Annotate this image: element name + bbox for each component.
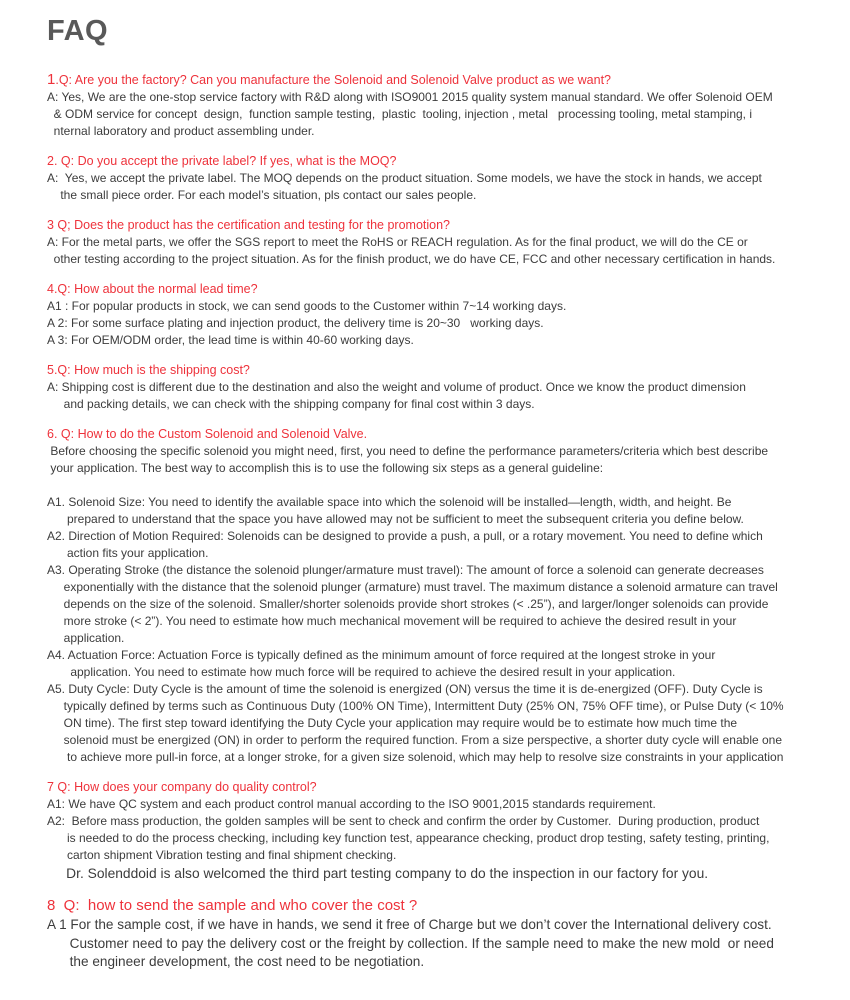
faq-question: 1.Q: Are you the factory? Can you manufacture the Solenoid and Solenoid Valve product as we want? xyxy=(47,71,612,88)
faq-answer-line: application. xyxy=(47,631,125,645)
faq-answer-line: application. You need to estimate how much force will be required to achieve the desired result in your application. xyxy=(47,665,676,679)
faq-answer-line: Before choosing the specific solenoid you might need, first, you need to define the performance parameters/criteria which best describe xyxy=(47,444,769,458)
faq-answer-line: Dr. Solenddoid is also welcomed the third part testing company to do the inspection in our factory for you. xyxy=(47,866,709,881)
faq-item xyxy=(47,281,840,349)
faq-question: 5.Q: How much is the shipping cost? xyxy=(47,363,250,377)
faq-answer-line: A5. Duty Cycle: Duty Cycle is the amount of time the solenoid is energized (ON) versus the time it is de-energized (OFF). Duty Cycle is xyxy=(47,682,763,696)
faq-question: 2. Q: Do you accept the private label? If yes, what is the MOQ? xyxy=(47,154,397,168)
faq-answer-line: and packing details, we can check with the shipping company for final cost within 3 days. xyxy=(47,397,535,411)
faq-item xyxy=(47,217,840,268)
faq-question-number: 1 xyxy=(47,71,56,88)
faq-question: 7 Q: How does your company do quality control? xyxy=(47,780,317,794)
faq-answer-line: the small piece order. For each model’s situation, pls contact our sales people. xyxy=(47,188,477,202)
faq-answer-blank-line xyxy=(47,477,840,494)
faq-answer-line: A1. Solenoid Size: You need to identify the available space into which the solenoid will be installed—length, width, and height. Be xyxy=(47,495,732,509)
faq-question: 4.Q: How about the normal lead time? xyxy=(47,282,258,296)
faq-answer-line: other testing according to the project situation. As for the finish product, we do have CE, FCC and other necessary certification in hands. xyxy=(47,252,776,266)
faq-answer-line: A 3: For OEM/ODM order, the lead time is within 40-60 working days. xyxy=(47,333,414,347)
faq-answer-line: A4. Actuation Force: Actuation Force is typically defined as the minimum amount of force required at the longest stroke in your xyxy=(47,648,716,662)
faq-question: 6. Q: How to do the Custom Solenoid and Solenoid Valve. xyxy=(47,427,368,441)
faq-answer-line: nternal laboratory and product assembling under. xyxy=(47,124,315,138)
faq-answer-line: depends on the size of the solenoid. Smaller/shorter solenoids provide short strokes (< .25”), and larger/longer solenoids can provide xyxy=(47,597,769,611)
faq-answer-line: A 1 For the sample cost, if we have in hands, we send it free of Charge but we don’t cover the International delivery cost. xyxy=(47,917,772,932)
faq-answer-line: A2. Direction of Motion Required: Solenoids can be designed to provide a push, a pull, or a rotary movement. You need to define which xyxy=(47,529,763,543)
faq-question: 8 Q: how to send the sample and who cover the cost ? xyxy=(47,897,418,914)
faq-answer-line: typically defined by terms such as Continuous Duty (100% ON Time), Intermittent Duty (25% ON, 75% OFF time), or Pulse Duty (< 10% xyxy=(47,699,784,713)
faq-answer-line: A: Yes, We are the one-stop service factory with R&D along with ISO9001 2015 quality system manual standard. We offer Solenoid OEM xyxy=(47,90,773,104)
faq-answer-line: A: Yes, we accept the private label. The MOQ depends on the product situation. Some models, we have the stock in hands, we accept xyxy=(47,171,762,185)
faq-answer-line: more stroke (< 2”). You need to estimate how much mechanical movement will be required to achieve the desired result in your xyxy=(47,614,737,628)
faq-list xyxy=(47,71,840,972)
faq-answer-line: action fits your application. xyxy=(47,546,209,560)
faq-answer-line: ON time). The first step toward identifying the Duty Cycle your application may require would be to estimate how much time the xyxy=(47,716,738,730)
faq-answer-line: your application. The best way to accomplish this is to use the following six steps as a general guideline: xyxy=(47,461,604,475)
faq-item xyxy=(47,71,840,140)
faq-answer-line: Customer need to pay the delivery cost or the freight by collection. If the sample need to make the new mold or need xyxy=(47,935,774,951)
faq-answer-line: solenoid must be energized (ON) in order to perform the required function. From a size perspective, a shorter duty cycle will enable one xyxy=(47,733,783,747)
faq-item xyxy=(47,426,840,766)
faq-item xyxy=(47,896,840,972)
faq-answer-line: A 2: For some surface plating and injection product, the delivery time is 20~30 working days. xyxy=(47,316,544,330)
faq-answer-line: exponentially with the distance that the solenoid plunger (armature) must travel. The maximum distance a solenoid armature can travel xyxy=(47,580,778,594)
faq-answer-line: A: Shipping cost is different due to the destination and also the weight and volume of product. Once we know the product dimension xyxy=(47,380,746,394)
faq-answer-line: A1 : For popular products in stock, we can send goods to the Customer within 7~14 working days. xyxy=(47,299,567,313)
faq-item xyxy=(47,153,840,204)
faq-answer-line: & ODM service for concept design, function sample testing, plastic tooling, injection , metal processing tooling, metal stamping, i xyxy=(47,107,752,121)
faq-answer-line: A2: Before mass production, the golden samples will be sent to check and confirm the order by Customer. During production, product xyxy=(47,814,760,828)
faq-answer-line: A: For the metal parts, we offer the SGS report to meet the RoHS or REACH regulation. As for the final product, we will do the CE or xyxy=(47,235,748,249)
faq-answer-line: prepared to understand that the space you have allowed may not be sufficient to meet the subsequent criteria you define below. xyxy=(47,512,744,526)
faq-answer-line: to achieve more pull-in force, at a longer stroke, for a given size solenoid, which may help to resolve size constraints in your application xyxy=(47,750,784,764)
faq-item xyxy=(47,362,840,413)
faq-answer-line: A1: We have QC system and each product control manual according to the ISO 9001,2015 standards requirement. xyxy=(47,797,656,811)
faq-question: 3 Q; Does the product has the certification and testing for the promotion? xyxy=(47,218,451,232)
faq-answer-line: the engineer development, the cost need to be negotiation. xyxy=(47,954,425,969)
faq-answer-line: carton shipment Vibration testing and final shipment checking. xyxy=(47,848,397,862)
faq-answer-line: is needed to do the process checking, including key function test, appearance checking, product drop testing, safety testing, printing, xyxy=(47,831,770,845)
faq-answer-line: A3. Operating Stroke (the distance the solenoid plunger/armature must travel): The amount of force a solenoid can generate decreases xyxy=(47,563,764,577)
page-title: FAQ xyxy=(47,15,109,47)
faq-item xyxy=(47,779,840,883)
